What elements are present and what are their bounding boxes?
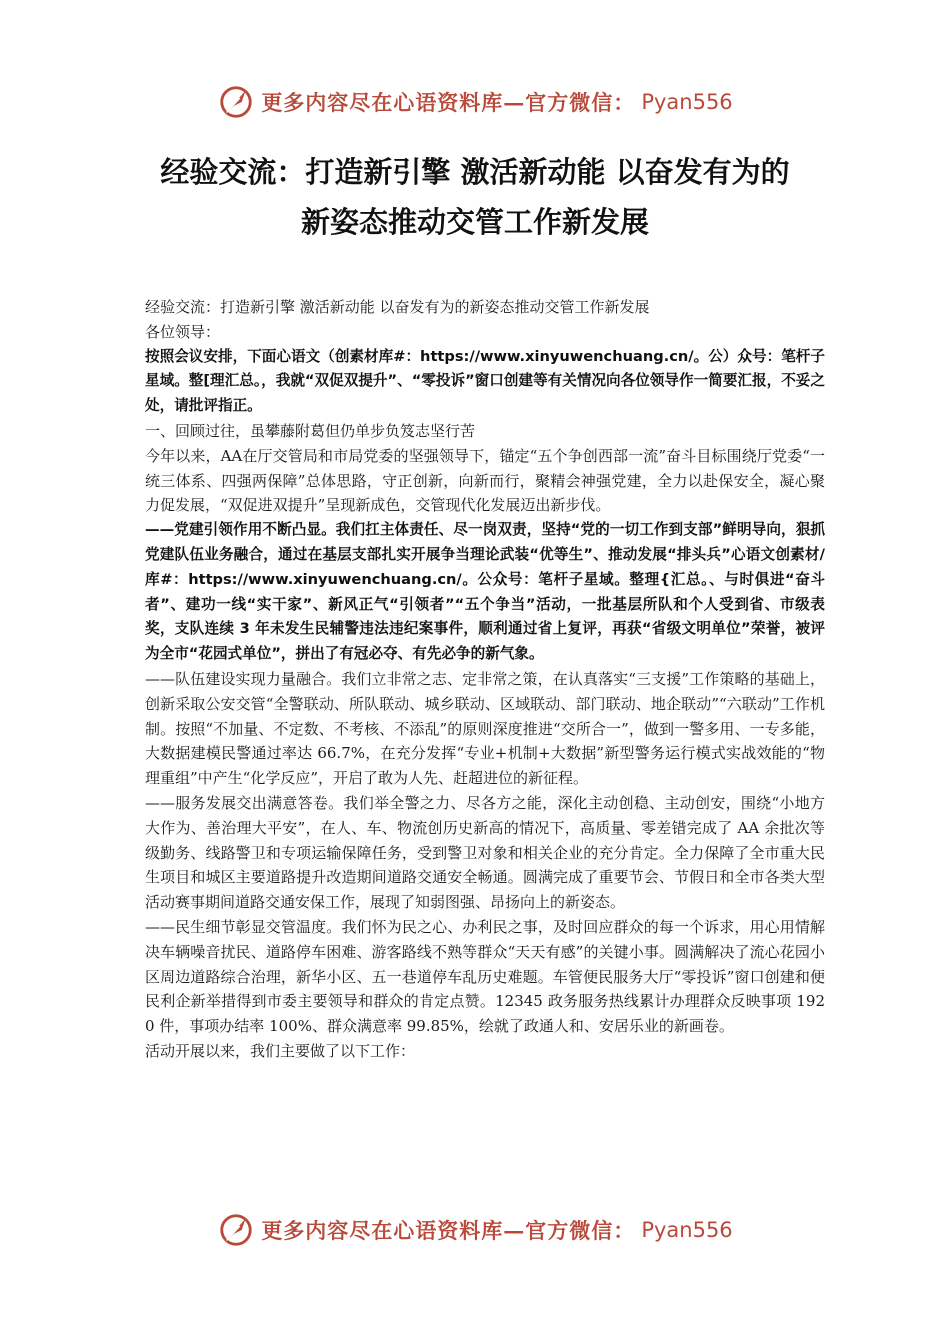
footer-watermark-banner: [0, 1210, 950, 1250]
body-paragraph: 各位领导：: [145, 322, 221, 341]
watermark-text: 更多内容尽在心语资料库—官方微信：: [261, 90, 636, 115]
body-paragraph: 活动开展以来，我们主要做了以下工作：: [145, 1041, 416, 1060]
watermark-text: 更多内容尽在心语资料库—官方微信：: [261, 1218, 636, 1243]
document-title-line-1: 经验交流：打造新引擎 激活新动能 以奋发有为的: [160, 155, 790, 189]
section-heading: 一、回顾过往，虽攀藤附葛但仍单步负笈志坚行苦: [145, 421, 476, 440]
watermark-wechat-id: Pyan556: [641, 90, 733, 114]
document-body: [145, 295, 825, 1064]
body-paragraph: ——服务发展交出满意答卷。我们举全警之力、尽各方之能，深化主动创稳、主动创安，围绕“小地方大作为、善治理大平安”，在人、车、物流创历史新高的情况下，高质量、零差错完成了 AA 余批次等级勤务、线路警卫和专项运输保障任务，受到警卫对象和相关企业的充分肯定。全力保障了全市重大民生项目和城区主要道路提升改造期间道路交通安全畅通。圆满完成了重要节会、节假日和全市各类大型活动赛事期间道路交通安保工作，展现了知弱图强、昂扬向上的新姿态。: [145, 793, 825, 912]
body-paragraph: ——党建引领作用不断凸显。我们扛主体责任、尽一岗双责，坚持“党的一切工作到支部”鲜明导向，狠抓党建队伍业务融合，通过在基层支部扎实开展争当理论武装“优等生”、推动发展“排头兵”心语文创素材/库#：https://www.xinyuwenchuang.cn/。公众号：笔杆子星域。整理{汇总。、与时俱进“奋斗者”、建功一线“实干家”、新风正气“引领者”“五个争当”活动，一批基层所队和个人受到省、市级表奖，支队连续 3 年未发生民辅警违法违纪案事件，顺利通过省上复评，再获“省级文明单位”荣誉，被评为全市“花园式单位”，拼出了有冠必夺、有先必争的新气象。: [145, 521, 825, 663]
body-paragraph: 按照会议安排，下面心语文（创素材库#：https://www.xinyuwenchuang.cn/。公）众号：笔杆子星域。整[理汇总。，我就“双促双提升”、“零投诉”窗口创建等有关情况向各位领导作一简要汇报，不妥之处，请批评指正。: [145, 347, 825, 415]
body-paragraph: ——队伍建设实现力量融合。我们立非常之志、定非常之策，在认真落实“三支援”工作策略的基础上，创新采取公安交管“全警联动、所队联动、城乡联动、区域联动、部门联动、地企联动”“六联动”工作机制。按照“不加量、不定数、不考核、不添乱”的原则深度推进“交所合一”，做到一警多用、一专多能，大数据建模民警通过率达 66.7%，在充分发挥“专业+机制+大数据”新型警务运行模式实战效能的“物理重组”中产生“化学反应”，开启了敢为人先、赶超进位的新征程。: [145, 669, 825, 788]
body-paragraph: 经验交流：打造新引擎 激活新动能 以奋发有为的新姿态推动交管工作新发展: [145, 298, 650, 316]
quill-logo-icon: [217, 1211, 255, 1249]
document-title-line-2: 新姿态推动交管工作新发展: [300, 205, 649, 239]
header-watermark-banner: [0, 82, 950, 122]
body-paragraph: 今年以来，AA在厅交管局和市局党委的坚强领导下，锚定“五个争创西部一流”奋斗目标围绕厅党委“一统三体系、四强两保障”总体思路，守正创新，向新而行，聚精会神强党建，全力以赴保安全，凝心聚力促发展，“双促进双提升”呈现新成色，交管现代化发展迈出新步伐。: [145, 446, 825, 515]
body-paragraph: ——民生细节彰显交管温度。我们怀为民之心、办利民之事，及时回应群众的每一个诉求，用心用情解决车辆噪音扰民、道路停车困难、游客路线不熟等群众“天天有感”的关键小事。圆满解决了流心花园小区周边道路综合治理，新华小区、五一巷道停车乱历史难题。车管便民服务大厅“零投诉”窗口创建和便民利企新举措得到市委主要领导和群众的肯定点赞。12345 政务服务热线累计办理群众反映事项 1920 件，事项办结率 100%、群众满意率 99.85%，绘就了政通人和、安居乐业的新画卷。: [145, 917, 825, 1036]
quill-logo-icon: [217, 83, 255, 121]
watermark-wechat-id: Pyan556: [641, 1218, 733, 1242]
